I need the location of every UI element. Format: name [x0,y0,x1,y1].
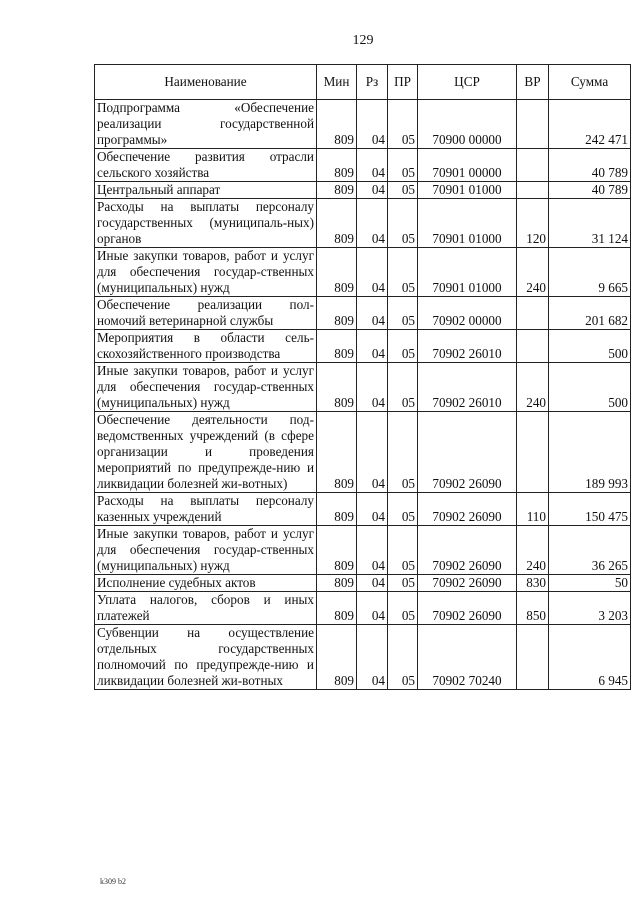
cell-pr: 05 [388,493,418,526]
table-row [95,330,631,363]
cell-pr: 05 [388,412,418,493]
header-pr: ПР [388,65,418,100]
cell-sum: 500 [549,330,631,363]
cell-vr [517,149,549,182]
cell-vr [517,330,549,363]
cell-min: 809 [317,526,357,575]
cell-name: Обеспечение реализации пол-номочий ветеринарной службы [95,297,317,330]
cell-rz: 04 [357,149,388,182]
cell-name: Расходы на выплаты персоналу казенных учреждений [95,493,317,526]
cell-sum: 9 665 [549,248,631,297]
cell-name: Иные закупки товаров, работ и услуг для обеспечения государ-ственных (муниципальных) нужд [95,363,317,412]
cell-min: 809 [317,100,357,149]
table-row [95,625,631,690]
cell-csr: 70902 26090 [418,493,517,526]
table-row [95,363,631,412]
cell-rz: 04 [357,182,388,199]
cell-pr: 05 [388,297,418,330]
cell-min: 809 [317,493,357,526]
cell-name: Исполнение судебных актов [95,575,317,592]
cell-vr [517,100,549,149]
budget-table [94,64,631,690]
cell-rz: 04 [357,493,388,526]
cell-rz: 04 [357,330,388,363]
cell-pr: 05 [388,100,418,149]
cell-pr: 05 [388,182,418,199]
cell-pr: 05 [388,625,418,690]
cell-sum: 500 [549,363,631,412]
cell-pr: 05 [388,575,418,592]
cell-min: 809 [317,412,357,493]
table-body [95,100,631,690]
cell-name: Обеспечение деятельности под-ведомственных учреждений (в сфере организации и проведения мероприятий по предупрежде-нию и ликвидации болезней жи-вотных) [95,412,317,493]
cell-vr [517,625,549,690]
cell-csr: 70901 01000 [418,199,517,248]
page-number: 129 [352,33,374,48]
table-row [95,149,631,182]
header-rz: Рз [357,65,388,100]
cell-sum: 189 993 [549,412,631,493]
cell-name: Центральный аппарат [95,182,317,199]
cell-csr: 70902 26010 [418,330,517,363]
cell-vr [517,412,549,493]
cell-vr [517,297,549,330]
cell-rz: 04 [357,526,388,575]
cell-min: 809 [317,575,357,592]
table-row [95,526,631,575]
cell-min: 809 [317,592,357,625]
cell-sum: 150 475 [549,493,631,526]
header-csr: ЦСР [418,65,517,100]
cell-rz: 04 [357,248,388,297]
cell-rz: 04 [357,592,388,625]
cell-pr: 05 [388,149,418,182]
cell-sum: 36 265 [549,526,631,575]
table-row [95,575,631,592]
cell-csr: 70900 00000 [418,100,517,149]
header-sum: Сумма [549,65,631,100]
cell-name: Иные закупки товаров, работ и услуг для обеспечения государ-ственных (муниципальных) нужд [95,526,317,575]
header-name: Наименование [95,65,317,100]
cell-min: 809 [317,625,357,690]
cell-min: 809 [317,248,357,297]
cell-vr: 120 [517,199,549,248]
cell-csr: 70902 26090 [418,412,517,493]
cell-csr: 70901 00000 [418,149,517,182]
cell-vr: 110 [517,493,549,526]
cell-rz: 04 [357,199,388,248]
cell-rz: 04 [357,100,388,149]
table-row [95,412,631,493]
cell-csr: 70902 70240 [418,625,517,690]
footer-code: k309 b2 [100,877,126,886]
cell-sum: 6 945 [549,625,631,690]
cell-min: 809 [317,149,357,182]
cell-pr: 05 [388,592,418,625]
header-min: Мин [317,65,357,100]
table-row [95,592,631,625]
cell-sum: 242 471 [549,100,631,149]
cell-sum: 50 [549,575,631,592]
table-row [95,199,631,248]
cell-pr: 05 [388,363,418,412]
cell-csr: 70902 00000 [418,297,517,330]
cell-pr: 05 [388,199,418,248]
cell-vr: 240 [517,248,549,297]
cell-min: 809 [317,199,357,248]
cell-csr: 70902 26090 [418,592,517,625]
cell-sum: 40 789 [549,149,631,182]
table-row [95,493,631,526]
cell-min: 809 [317,182,357,199]
cell-csr: 70901 01000 [418,182,517,199]
cell-pr: 05 [388,526,418,575]
cell-sum: 201 682 [549,297,631,330]
cell-sum: 40 789 [549,182,631,199]
cell-rz: 04 [357,363,388,412]
cell-vr: 830 [517,575,549,592]
table-header-row [95,65,631,100]
cell-name: Субвенции на осуществление отдельных государственных полномочий по предупрежде-нию и ликвидации болезней жи-вотных [95,625,317,690]
cell-rz: 04 [357,575,388,592]
cell-pr: 05 [388,248,418,297]
cell-name: Обеспечение развития отрасли сельского хозяйства [95,149,317,182]
cell-vr: 850 [517,592,549,625]
cell-vr [517,182,549,199]
cell-rz: 04 [357,412,388,493]
cell-name: Уплата налогов, сборов и иных платежей [95,592,317,625]
table-row [95,100,631,149]
cell-csr: 70902 26010 [418,363,517,412]
cell-sum: 31 124 [549,199,631,248]
cell-rz: 04 [357,625,388,690]
cell-vr: 240 [517,363,549,412]
cell-min: 809 [317,363,357,412]
cell-vr: 240 [517,526,549,575]
cell-pr: 05 [388,330,418,363]
table-row [95,297,631,330]
cell-min: 809 [317,297,357,330]
cell-csr: 70902 26090 [418,575,517,592]
header-vr: ВР [517,65,549,100]
table-row [95,182,631,199]
cell-rz: 04 [357,297,388,330]
cell-name: Расходы на выплаты персоналу государственных (муниципаль-ных) органов [95,199,317,248]
cell-csr: 70902 26090 [418,526,517,575]
cell-sum: 3 203 [549,592,631,625]
cell-min: 809 [317,330,357,363]
table-row [95,248,631,297]
cell-name: Мероприятия в области сель-скохозяйственного производства [95,330,317,363]
cell-name: Иные закупки товаров, работ и услуг для обеспечения государ-ственных (муниципальных) нужд [95,248,317,297]
cell-csr: 70901 01000 [418,248,517,297]
cell-name: Подпрограмма «Обеспечение реализации государственной программы» [95,100,317,149]
